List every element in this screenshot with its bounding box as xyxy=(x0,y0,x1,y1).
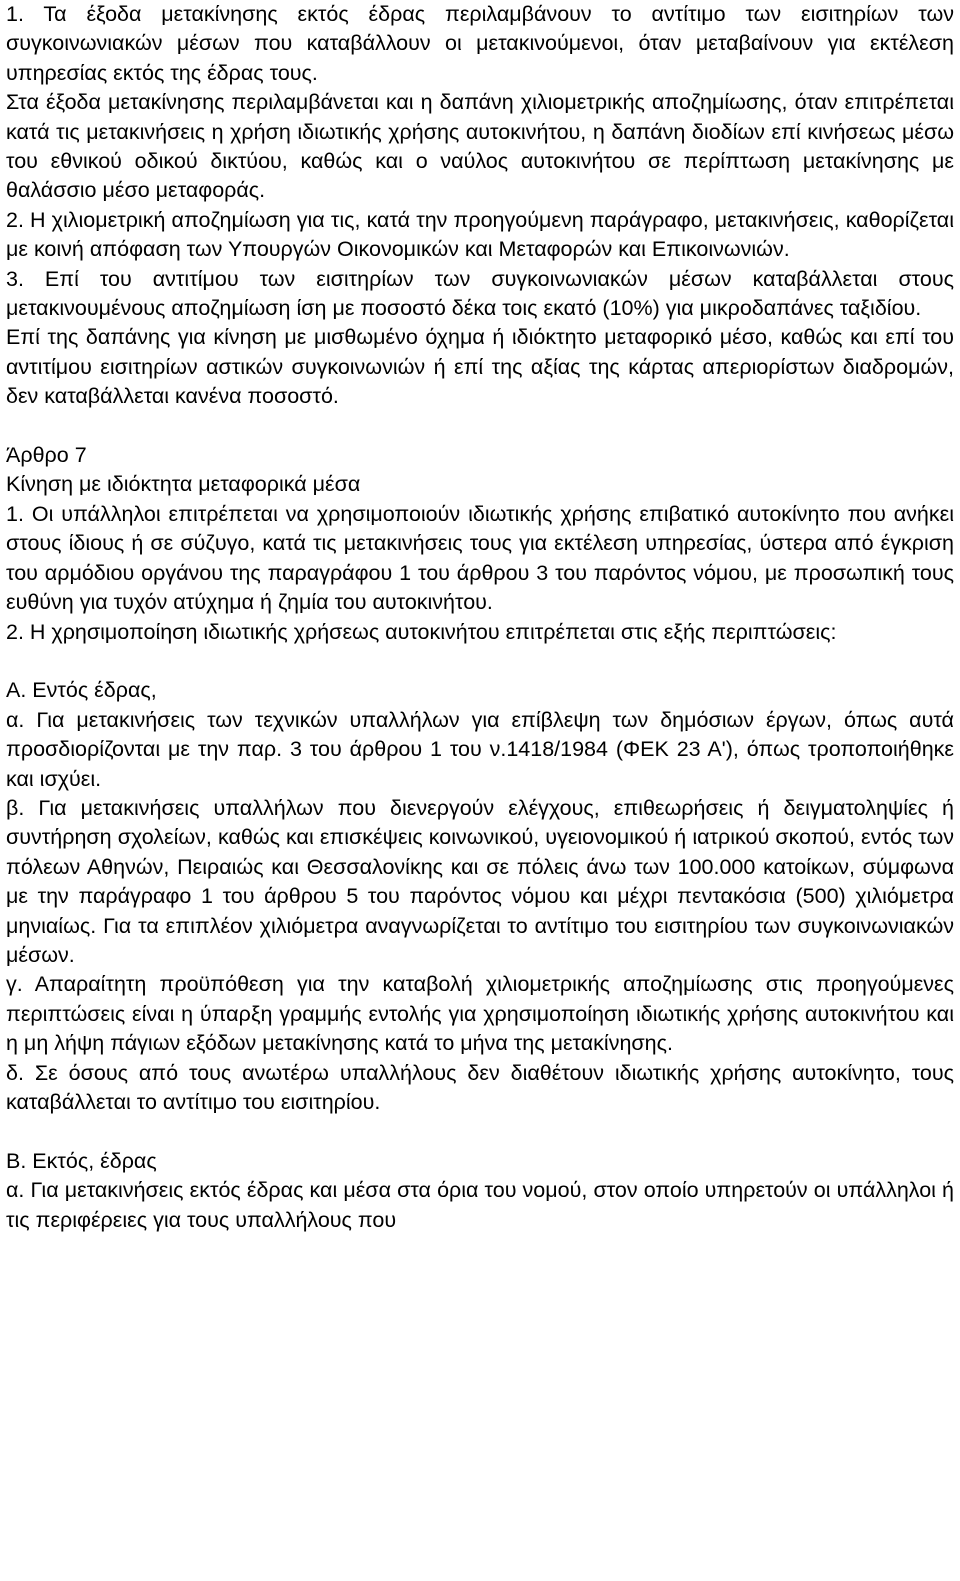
item-alpha: α. Για μετακινήσεις των τεχνικών υπαλλήλων για επίβλεψη των δημόσιων έργων, όπως αυτά προσδιορίζονται με την παρ. 3 του άρθρου 1 του ν.1418/1984 (ΦΕΚ 23 Α'), όπως τροποποιήθηκε και ισχύει. xyxy=(6,707,954,791)
item-delta: δ. Σε όσους από τους ανωτέρω υπαλλήλους δεν διαθέτουν ιδιωτικής χρήσης αυτοκίνητο, τους καταβάλλεται το αντίτιμο του εισιτηρίου. xyxy=(6,1060,954,1114)
item-b-alpha: α. Για μετακινήσεις εκτός έδρας και μέσα στα όρια του νομού, στον οποίο υπηρετούν οι υπάλληλοι ή τις περιφέρειες για τους υπαλλήλους που xyxy=(6,1178,954,1232)
item-beta: β. Για μετακινήσεις υπαλλήλων που διενεργούν ελέγχους, επιθεωρήσεις ή δειγματοληψίες ή συντήρηση σχολείων, καθώς και επισκέψεις κοινωνικού, υγειονομικού ή ιατρικού σκοπού, εντός των πόλεων Αθηνών, Πειραιώς και Θεσσαλονίκης και σε πόλεις άνω των 100.000 κατοίκων, σύμφωνα με την παράγραφο 1 του άρθρου 5 του παρόντος νόμου και μέχρι πεντακόσια (500) χιλιόμετρα μηνιαίως. Για τα επιπλέον χιλιόμετρα αναγνωρίζεται το αντίτιμο του εισιτηρίου των συγκοινωνιακών μέσων. xyxy=(6,795,954,967)
paragraph-2-mileage-decision: 2. Η χιλιομετρική αποζημίωση για τις, κατά την προηγούμενη παράγραφο, μετακινήσεις, καθορίζεται με κοινή απόφαση των Υπουργών Οικονομικών και Μεταφορών και Επικοινωνιών. xyxy=(6,207,954,262)
blank-line xyxy=(6,412,954,441)
blank-line xyxy=(6,647,954,676)
paragraph-mileage-compensation: Στα έξοδα μετακίνησης περιλαμβάνεται και η δαπάνη χιλιομετρικής αποζημίωσης, όταν επιτρέπεται κατά τις μετακινήσεις η χρήση ιδιωτικής χρήσης αυτοκινήτου, η δαπάνη διοδίων επί κινήσεως μέσω του εθνικού οδικού δικτύου, καθώς και ο ναύλος αυτοκινήτου σε περίπτωση μετακίνησης με θαλάσσιο μέσο μεταφοράς. xyxy=(6,90,954,203)
blank-line xyxy=(6,1117,954,1146)
paragraph-article7-1: 1. Οι υπάλληλοι επιτρέπεται να χρησιμοποιούν ιδιωτικής χρήσης επιβατικό αυτοκίνητο που ανήκει στους ίδιους ή σε σύζυγο, κατά τις μετακινήσεις τους για εκτέλεση υπηρεσίας, ύστερα από έγκριση του αρμόδιου οργάνου της παραγράφου 1 του άρθρου 3 του παρόντος νόμου, με προσωπική τους ευθύνη για τυχόν ατύχημα ή ζημία του αυτοκινήτου. xyxy=(6,501,954,615)
paragraph-1-travel-expenses: 1. Τα έξοδα μετακίνησης εκτός έδρας περιλαμβάνουν το αντίτιμο των εισιτηρίων των συγκοινωνιακών μέσων που καταβάλλουν οι μετακινούμενοι, όταν μεταβαίνουν για εκτέλεση υπηρεσίας εκτός της έδρας τους. xyxy=(6,2,954,85)
section-a-heading: Α. Εντός έδρας, xyxy=(6,678,157,703)
paragraph-article7-2: 2. Η χρησιμοποίηση ιδιωτικής χρήσεως αυτοκινήτου επιτρέπεται στις εξής περιπτώσεις: xyxy=(6,619,837,644)
section-b-heading: Β. Εκτός, έδρας xyxy=(6,1148,157,1173)
document-page xyxy=(6,0,954,1235)
paragraph-no-percentage: Επί της δαπάνης για κίνηση με μισθωμένο όχημα ή ιδιόκτητο μεταφορικό μέσο, καθώς και επί του αντιτίμου εισιτηρίων αστικών συγκοινωνιών ή επί της αξίας της κάρτας απεριορίστων διαδρομών, δεν καταβάλλεται κανένα ποσοστό. xyxy=(6,325,954,409)
article-title: Άρθρο 7 xyxy=(6,443,87,468)
paragraph-3-ticket-allowance: 3. Επί του αντιτίμου των εισιτηρίων των συγκοινωνιακών μέσων καταβάλλεται στους μετακινουμένους αποζημίωση ίση με ποσοστό δέκα τοις εκατό (10%) για μικροδαπάνες ταξιδίου. xyxy=(6,266,954,321)
item-gamma: γ. Απαραίτητη προϋπόθεση για την καταβολή χιλιομετρικής αποζημίωσης στις προηγούμενες περιπτώσεις είναι η ύπαρξη γραμμής εντολής για χρησιμοποίηση ιδιωτικής χρήσης αυτοκινήτου και η μη λήψη πάγιων εξόδων μετακίνησης κατά το μήνα της μετακίνησης. xyxy=(6,972,954,1056)
article-subtitle: Κίνηση με ιδιόκτητα μεταφορικά μέσα xyxy=(6,472,361,497)
